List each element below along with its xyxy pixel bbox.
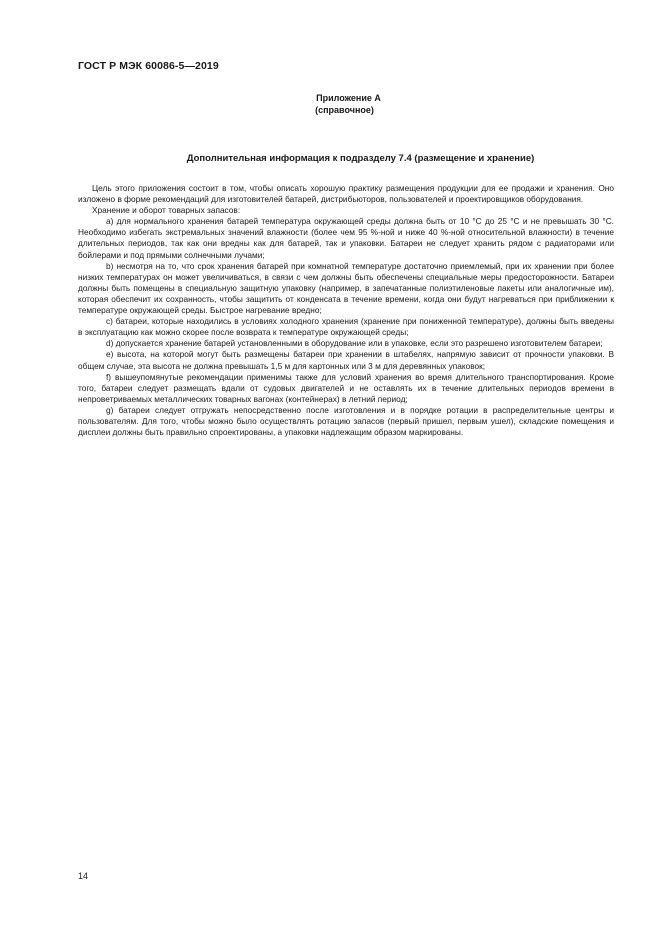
annex-subtitle: (справочное) (315, 105, 374, 115)
list-item-d: d) допускается хранение батарей установленными в оборудование или в упаковке, если это разрешено изготовителем батареи; (106, 338, 603, 349)
list-item-g: g) батареи следует отгружать непосредственно после изготовления и в порядке ротации в распределительные центры и пользователям. Для того, чтобы можно было осуществлять ротацию запасов (первый пришел, первым ушел), складские помещения и дисплеи должны быть правильно спроектированы, а упаковки надлежащим образом маркированы. (78, 404, 614, 438)
document-code-header: ГОСТ Р МЭК 60086-5—2019 (78, 60, 219, 72)
paragraph-storage-heading: Хранение и оборот товарных запасов: (92, 205, 241, 216)
body-text (78, 183, 614, 438)
annex-heading (0, 92, 661, 116)
list-item-e: e) высота, на которой могут быть размещены батареи при хранении в штабелях, напрямую зависит от прочности упаковки. В общем случае, эта высота не должна превышать 1,5 м для картонных или 3 м для деревянных упаковок; (78, 349, 614, 371)
paragraph-intro: Цель этого приложения состоит в том, чтобы описать хорошую практику размещения продукции для ее продажи и хранения. Оно изложено в форме рекомендаций для изготовителей батарей, дистрибьюторов, пользователей и проектировщиков оборудования. (78, 183, 614, 205)
annex-title: Приложение А (316, 93, 381, 103)
page-number: 14 (78, 871, 89, 881)
list-item-f: f) вышеупомянутые рекомендации применимы также для условий хранения во время длительного транспортирования. Кроме того, батареи следует размещать вдали от судовых двигателей и не оставлять их в течение длительных периодов времени в непроветриваемых металлических товарных вагонах (контейнерах) в летний период; (78, 371, 614, 404)
list-item-b: b) несмотря на то, что срок хранения батарей при комнатной температуре достаточно приемлемый, при их хранении при более низких температурах он может увеличиваться, в связи с чем должны быть обеспечены специальные меры предосторожности. Батареи должны быть помещены в специальную защитную упаковку (например, в запечатанные полиэтиленовые пакеты или аналогичные им), которая обеспечит их сохранность, чтобы защитить от конденсата в течение времени, когда они будут нагреваться при приближении к температуре окружающей среды. Быстрое нагревание вредно; (78, 260, 614, 316)
list-item-c: c) батареи, которые находились в условиях холодного хранения (хранение при пониженной температуре), должны быть введены в эксплуатацию как можно скорее после возврата к температуре окружающей среды; (78, 316, 614, 338)
list-item-a: а) для нормального хранения батарей температура окружающей среды должна быть от 10 °С до 25 °С и не превышать 30 °С. Необходимо избегать экстремальных значений влажности (более чем 95 %-ной и ниже 40 %-ной относительной влажности) в течение длительных периодов, так как они вредны как для батарей, так и упаковки. Батареи не следует хранить рядом с радиаторами или бойлерами и под прямыми солнечными лучами; (78, 216, 614, 260)
section-title: Дополнительная информация к подразделу 7.4 (размещение и хранение) (186, 153, 535, 164)
